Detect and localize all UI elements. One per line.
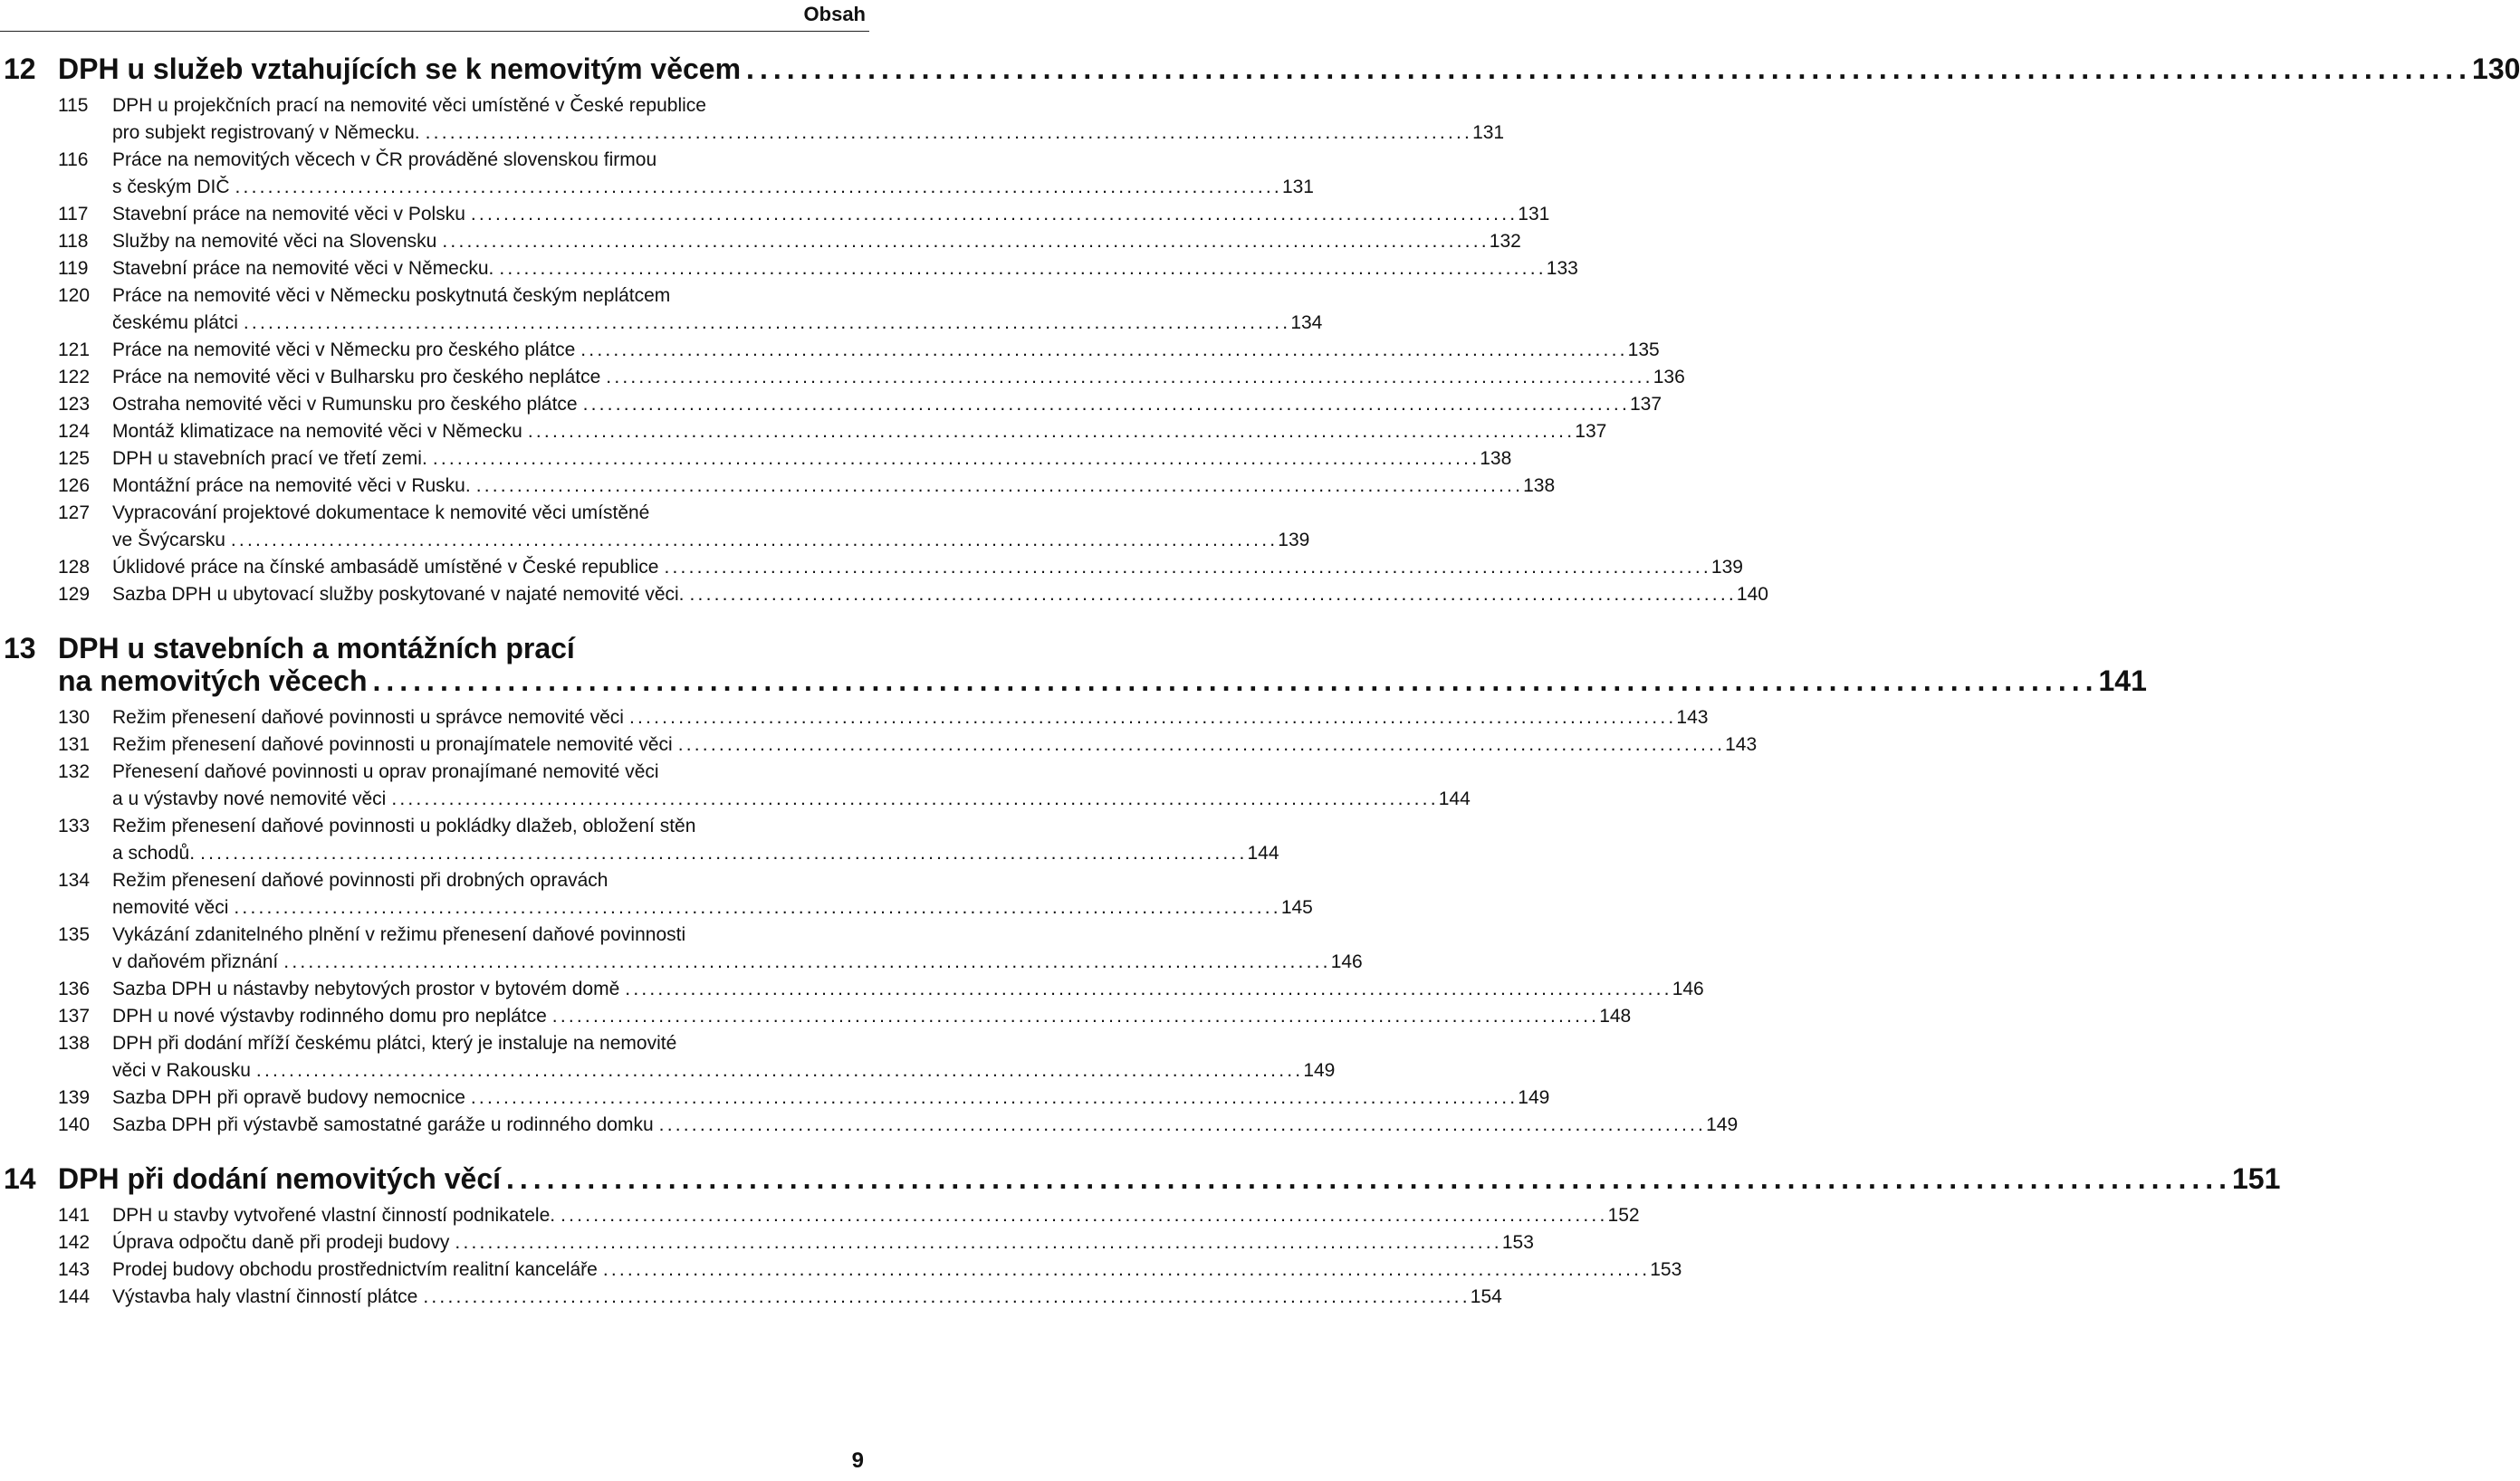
chapter-page: 130	[2472, 53, 2520, 85]
entry-title-line	[112, 147, 866, 174]
toc-entry	[0, 867, 1313, 922]
dot-leader: ................................................................................................................................	[235, 177, 1282, 197]
toc-entry	[0, 228, 1521, 255]
entry-page: 132	[1489, 231, 1521, 252]
entry-title	[112, 867, 1313, 922]
entry-title-line	[112, 174, 1314, 201]
entry-title-line	[112, 391, 1662, 418]
entry-page: 138	[1480, 448, 1512, 469]
entry-page: 135	[1627, 339, 1660, 360]
entry-number: 118	[58, 231, 89, 252]
entry-title-text: Sazba DPH při opravě budovy nemocnice	[112, 1087, 465, 1108]
entry-title-line	[112, 731, 1758, 759]
entry-page: 133	[1546, 258, 1578, 279]
toc-entry	[0, 147, 1314, 201]
dot-leader: ................................................................................................................................	[470, 204, 1519, 225]
entry-title-line	[112, 894, 1313, 922]
entry-number: 134	[58, 870, 91, 891]
entry-title	[112, 704, 1709, 731]
entry-title-line	[112, 364, 1685, 391]
entry-title-text: v daňovém přiznání	[112, 951, 279, 972]
entry-page: 144	[1247, 843, 1279, 864]
toc-entry	[0, 391, 1662, 418]
toc-entry	[0, 337, 1660, 364]
toc-entry	[0, 1229, 1534, 1256]
entry-title-text: Práce na nemovité věci v Bulharsku pro českého neplátce	[112, 367, 601, 387]
entry-page: 134	[1290, 312, 1323, 333]
entry-title-text: Sazba DPH u ubytovací služby poskytované v najaté nemovité věci.	[112, 584, 685, 605]
entry-page: 144	[1438, 788, 1471, 809]
entry-page: 149	[1518, 1087, 1550, 1108]
entry-page: 140	[1736, 584, 1768, 605]
entry-title-line	[112, 445, 1512, 473]
entry-title-text: Stavební práce na nemovité věci v Německu.	[112, 258, 494, 279]
entry-page: 146	[1672, 979, 1704, 999]
entry-number: 140	[58, 1114, 91, 1135]
table-of-contents	[0, 53, 2520, 1334]
entry-title	[112, 813, 1279, 867]
entry-title	[112, 1229, 1534, 1256]
dot-leader: ................................................................................................................................	[499, 258, 1547, 279]
dot-leader: ................................................................................................................................	[664, 557, 1711, 578]
toc-entry	[0, 1084, 1550, 1112]
entry-title-line	[112, 759, 866, 786]
entry-title	[112, 364, 1685, 391]
entry-title	[112, 418, 1607, 445]
entry-number: 123	[58, 394, 91, 415]
toc-chapter	[0, 1162, 2281, 1311]
entry-title	[112, 92, 1505, 147]
entry-title	[112, 255, 1578, 282]
entry-title-line	[112, 976, 1704, 1003]
entry-title-text: Režim přenesení daňové povinnosti u pokládky dlažeb, obložení stěn	[112, 816, 696, 836]
entry-page: 153	[1650, 1259, 1682, 1280]
entry-page: 137	[1630, 394, 1662, 415]
entry-title-line	[112, 813, 866, 840]
entry-title-line	[112, 119, 1505, 147]
entry-title-line	[112, 704, 1709, 731]
entry-title-line	[112, 949, 1363, 976]
entry-number: 115	[58, 95, 89, 116]
entry-title	[112, 922, 1363, 976]
entry-title	[112, 282, 1323, 337]
entry-title-text: Prodej budovy obchodu prostřednictvím realitní kanceláře	[112, 1259, 598, 1280]
chapter-title-text: DPH u stavebních a montážních prací	[58, 632, 575, 664]
entry-title-line	[112, 500, 866, 527]
chapter-title-text: DPH u služeb vztahujících se k nemovitým věcem	[58, 53, 742, 85]
entry-title	[112, 1084, 1550, 1112]
entry-page: 152	[1607, 1205, 1640, 1226]
dot-leader: ................................................................................................................................	[746, 53, 2473, 85]
entry-title-line	[112, 92, 866, 119]
toc-entry	[0, 364, 1685, 391]
entry-number: 116	[58, 149, 89, 170]
entry-title	[112, 147, 1314, 201]
entry-page: 143	[1725, 734, 1758, 755]
entry-title-line	[112, 337, 1660, 364]
entry-page: 154	[1470, 1286, 1502, 1307]
entry-title	[112, 1202, 1640, 1229]
chapter-title-line	[58, 664, 2147, 697]
entry-page: 138	[1523, 475, 1556, 496]
chapter-title	[58, 1162, 2281, 1195]
entry-title-text: Montážní práce na nemovité věci v Rusku.	[112, 475, 471, 496]
entry-title	[112, 1003, 1632, 1030]
dot-leader: ................................................................................................................................	[628, 707, 1677, 728]
entry-title-line	[112, 840, 1279, 867]
entry-title-line	[112, 1202, 1640, 1229]
entry-title	[112, 391, 1662, 418]
entry-title-line	[112, 1003, 1632, 1030]
entry-title	[112, 1030, 1336, 1084]
dot-leader: ................................................................................................................................	[551, 1006, 1600, 1027]
entry-page: 145	[1280, 897, 1313, 918]
entry-title-text: Práce na nemovité věci v Německu pro českého plátce	[112, 339, 576, 360]
toc-entry	[0, 704, 1709, 731]
chapter-page: 141	[2098, 664, 2147, 697]
dot-leader: ................................................................................................................................	[677, 734, 1726, 755]
entry-title-text: Režim přenesení daňové povinnosti u správce nemovité věci	[112, 707, 624, 728]
toc-entry	[0, 255, 1578, 282]
entry-title-text: DPH u stavebních prací ve třetí zemi.	[112, 448, 427, 469]
entry-title-line	[112, 1284, 1502, 1311]
toc-entry	[0, 1202, 1640, 1229]
chapter-heading	[0, 632, 2147, 697]
chapter-heading	[0, 1162, 2281, 1195]
entry-title-text: Vypracování projektové dokumentace k nemovité věci umístěné	[112, 502, 650, 523]
toc-entry	[0, 201, 1550, 228]
entry-number: 119	[58, 258, 89, 279]
dot-leader: ................................................................................................................................	[255, 1060, 1304, 1081]
entry-title-text: českému plátci	[112, 312, 238, 333]
dot-leader: ................................................................................................................................	[200, 843, 1248, 864]
entry-number: 142	[58, 1232, 91, 1253]
dot-leader: ................................................................................................................................	[658, 1114, 1707, 1135]
chapter-number: 12	[4, 53, 36, 85]
entry-title-text: Práce na nemovitých věcech v ČR prováděné slovenskou firmou	[112, 149, 657, 170]
dot-leader: ................................................................................................................................	[580, 339, 1628, 360]
entry-title-text: Stavební práce na nemovité věci v Polsku	[112, 204, 465, 225]
entry-title	[112, 201, 1550, 228]
entry-title-line	[112, 867, 866, 894]
entry-title-line	[112, 418, 1607, 445]
toc-entry	[0, 473, 1556, 500]
dot-leader: ................................................................................................................................	[527, 421, 1576, 442]
entry-number: 127	[58, 502, 91, 523]
entry-page: 149	[1303, 1060, 1336, 1081]
page-number: 9	[851, 1448, 864, 1473]
entry-title	[112, 228, 1521, 255]
entry-title-text: nemovité věci	[112, 897, 229, 918]
entry-title-text: DPH u projekčních prací na nemovité věci umístěné v České republice	[112, 95, 706, 116]
dot-leader: ................................................................................................................................	[606, 367, 1653, 387]
entry-page: 143	[1676, 707, 1709, 728]
entry-title-text: pro subjekt registrovaný v Německu.	[112, 122, 420, 143]
entry-number: 126	[58, 475, 91, 496]
chapter-number: 14	[4, 1162, 36, 1195]
toc-entry	[0, 922, 1363, 976]
toc-chapter	[0, 53, 2520, 608]
running-header	[0, 0, 869, 32]
chapter-title-text: DPH při dodání nemovitých věcí	[58, 1162, 501, 1195]
entry-title-text: Režim přenesení daňové povinnosti u pronajímatele nemovité věci	[112, 734, 673, 755]
entry-page: 131	[1472, 122, 1505, 143]
entry-number: 132	[58, 761, 91, 782]
chapter-title	[58, 632, 2147, 697]
entry-title	[112, 581, 1768, 608]
dot-leader: ................................................................................................................................	[391, 788, 1439, 809]
entry-number: 120	[58, 285, 91, 306]
toc-entry	[0, 731, 1758, 759]
dot-leader: ................................................................................................................................	[561, 1205, 1608, 1226]
dot-leader: ................................................................................................................................	[230, 530, 1279, 550]
entry-title-line	[112, 228, 1521, 255]
entry-page: 148	[1599, 1006, 1632, 1027]
entry-title	[112, 976, 1704, 1003]
dot-leader: ................................................................................................................................	[582, 394, 1630, 415]
dot-leader: ................................................................................................................................	[689, 584, 1737, 605]
entry-page: 146	[1330, 951, 1363, 972]
entry-number: 122	[58, 367, 91, 387]
dot-leader: ................................................................................................................................	[432, 448, 1480, 469]
toc-entry	[0, 418, 1607, 445]
entry-title	[112, 1112, 1739, 1139]
entry-title-line	[112, 527, 1310, 554]
entry-title-line	[112, 1229, 1534, 1256]
entry-title-line	[112, 201, 1550, 228]
entry-number: 121	[58, 339, 91, 360]
entry-number: 129	[58, 584, 91, 605]
entry-page: 137	[1575, 421, 1607, 442]
entry-number: 131	[58, 734, 91, 755]
entry-title-text: Ostraha nemovité věci v Rumunsku pro českého plátce	[112, 394, 578, 415]
entry-page: 139	[1710, 557, 1743, 578]
entry-title-line	[112, 1084, 1550, 1112]
entry-title-text: Služby na nemovité věci na Slovensku	[112, 231, 437, 252]
chapter-title-line	[58, 632, 866, 664]
entry-number: 143	[58, 1259, 91, 1280]
toc-entry	[0, 1003, 1632, 1030]
entry-number: 133	[58, 816, 91, 836]
dot-leader: ................................................................................................................................	[372, 664, 2099, 697]
dot-leader: ................................................................................................................................	[442, 231, 1490, 252]
toc-entry	[0, 1256, 1682, 1284]
entry-title-text: Úklidové práce na čínské ambasádě umístěné v České republice	[112, 557, 659, 578]
entry-title-text: Montáž klimatizace na nemovité věci v Německu	[112, 421, 522, 442]
toc-entry	[0, 554, 1743, 581]
dot-leader: ................................................................................................................................	[506, 1162, 2232, 1195]
entry-title	[112, 759, 1471, 813]
entry-title-text: DPH u stavby vytvořené vlastní činností podnikatele.	[112, 1205, 556, 1226]
chapter-number: 13	[4, 632, 36, 664]
entry-title-text: Sazba DPH u nástavby nebytových prostor v bytovém domě	[112, 979, 620, 999]
entry-number: 139	[58, 1087, 91, 1108]
chapter-title-line	[58, 53, 2520, 85]
entry-title-line	[112, 1057, 1336, 1084]
entry-title	[112, 337, 1660, 364]
toc-entry	[0, 500, 1310, 554]
entry-number: 137	[58, 1006, 91, 1027]
chapter-title-text: na nemovitých věcech	[58, 664, 368, 697]
entry-title	[112, 1284, 1502, 1311]
entry-title	[112, 554, 1743, 581]
entry-title-line	[112, 282, 866, 310]
running-header-title: Obsah	[803, 3, 866, 25]
entry-title-line	[112, 1030, 866, 1057]
toc-entry	[0, 813, 1279, 867]
dot-leader: ................................................................................................................................	[455, 1232, 1502, 1253]
entry-title-line	[112, 554, 1743, 581]
dot-leader: ................................................................................................................................	[470, 1087, 1519, 1108]
entry-number: 136	[58, 979, 91, 999]
entry-title-text: ve Švýcarsku	[112, 530, 225, 550]
dot-leader: ................................................................................................................................	[425, 122, 1473, 143]
entry-number: 144	[58, 1286, 91, 1307]
toc-entry	[0, 976, 1704, 1003]
entry-number: 124	[58, 421, 91, 442]
chapter-title	[58, 53, 2520, 85]
entry-page: 149	[1706, 1114, 1739, 1135]
entry-title-line	[112, 786, 1471, 813]
entry-number: 117	[58, 204, 89, 225]
entry-title-text: Režim přenesení daňové povinnosti při drobných opravách	[112, 870, 608, 891]
toc-entry	[0, 1284, 1502, 1311]
entry-title-text: Práce na nemovité věci v Německu poskytnutá českým neplátcem	[112, 285, 671, 306]
entry-title	[112, 473, 1556, 500]
toc-entry	[0, 581, 1768, 608]
entry-title-text: DPH při dodání mříží českému plátci, který je instaluje na nemovité	[112, 1033, 677, 1054]
dot-leader: ................................................................................................................................	[602, 1259, 1651, 1280]
dot-leader: ................................................................................................................................	[283, 951, 1331, 972]
dot-leader: ................................................................................................................................	[475, 475, 1524, 496]
entry-title-text: Výstavba haly vlastní činností plátce	[112, 1286, 418, 1307]
dot-leader: ................................................................................................................................	[243, 312, 1291, 333]
toc-entry	[0, 282, 1323, 337]
entry-title	[112, 445, 1512, 473]
toc-entry	[0, 1030, 1336, 1084]
entry-title-line	[112, 922, 866, 949]
chapter-page: 151	[2232, 1162, 2281, 1195]
toc-entry	[0, 92, 1505, 147]
chapter-title-line	[58, 1162, 2281, 1195]
entry-title-text: a u výstavby nové nemovité věci	[112, 788, 387, 809]
entry-page: 139	[1278, 530, 1310, 550]
entry-title-text: Přenesení daňové povinnosti u oprav pronajímané nemovité věci	[112, 761, 659, 782]
entry-title-text: Úprava odpočtu daně při prodeji budovy	[112, 1232, 450, 1253]
dot-leader: ................................................................................................................................	[423, 1286, 1471, 1307]
entry-number: 141	[58, 1205, 91, 1226]
entry-title-text: a schodů.	[112, 843, 196, 864]
entry-title-line	[112, 310, 1323, 337]
entry-title-line	[112, 581, 1768, 608]
chapter-heading	[0, 53, 2520, 85]
entry-title-text: věci v Rakousku	[112, 1060, 251, 1081]
toc-entry	[0, 1112, 1739, 1139]
dot-leader: ................................................................................................................................	[625, 979, 1672, 999]
entry-title-text: Sazba DPH při výstavbě samostatné garáže u rodinného domku	[112, 1114, 654, 1135]
entry-title-line	[112, 1256, 1682, 1284]
entry-title-text: Vykázání zdanitelného plnění v režimu přenesení daňové povinnosti	[112, 924, 686, 945]
entry-title-line	[112, 473, 1556, 500]
entry-title-text: DPH u nové výstavby rodinného domu pro neplátce	[112, 1006, 547, 1027]
entry-number: 130	[58, 707, 91, 728]
entry-number: 138	[58, 1033, 91, 1054]
toc-chapter	[0, 632, 2147, 1139]
entry-number: 125	[58, 448, 91, 469]
entry-title-line	[112, 1112, 1739, 1139]
entry-page: 131	[1518, 204, 1550, 225]
entry-title	[112, 731, 1758, 759]
entry-title	[112, 500, 1310, 554]
entry-page: 153	[1501, 1232, 1534, 1253]
dot-leader: ................................................................................................................................	[234, 897, 1281, 918]
entry-title	[112, 1256, 1682, 1284]
toc-entry	[0, 445, 1512, 473]
entry-title-text: s českým DIČ	[112, 177, 230, 197]
entry-title-line	[112, 255, 1578, 282]
entry-page: 131	[1281, 177, 1314, 197]
toc-entry	[0, 759, 1471, 813]
entry-number: 128	[58, 557, 91, 578]
entry-number: 135	[58, 924, 91, 945]
entry-page: 136	[1653, 367, 1685, 387]
